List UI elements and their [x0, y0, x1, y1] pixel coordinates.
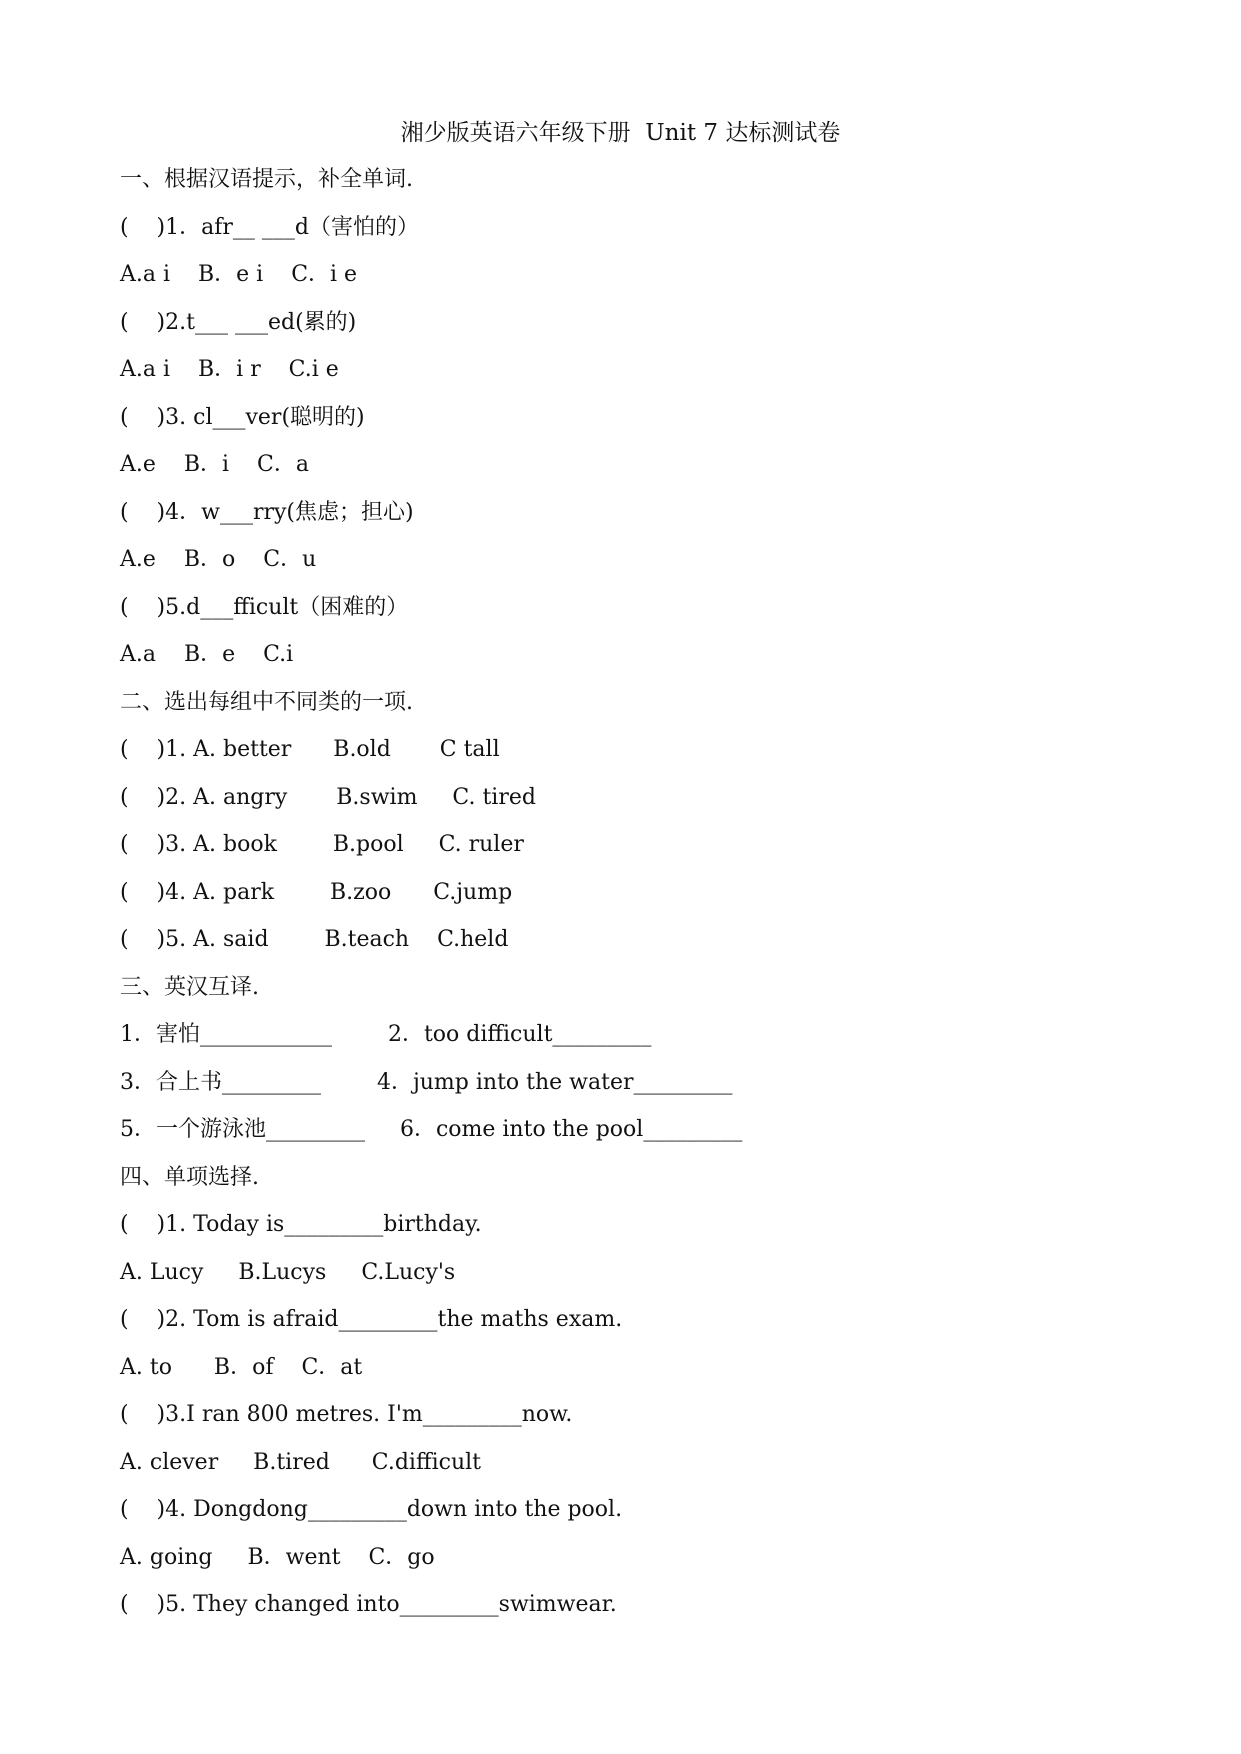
options-line: A.a B．e C.i	[120, 642, 294, 667]
question-line: ( )5. They changed into_________swimwear.	[120, 1592, 617, 1617]
options-line: A.a i B．e i C．i e	[120, 262, 358, 287]
question-line: ( )4．w___rry(焦虑；担心)	[120, 499, 414, 525]
document-body	[120, 165, 1160, 1638]
question-line: ( )5. A. said B.teach C.held	[120, 927, 509, 952]
section-heading: 二、选出每组中不同类的一项.	[120, 689, 413, 715]
question-line: ( )3. cl___ver(聪明的)	[120, 404, 365, 430]
options-line: A. clever B.tired C.difficult	[120, 1449, 481, 1475]
translation-line: 1．害怕____________ 2．too difficult_________	[120, 1022, 652, 1047]
options-line: A.e B．o C．u	[120, 547, 317, 572]
question-line: ( )5.d___fficult（困难的）	[120, 594, 409, 620]
question-line: ( )1. Today is_________birthday.	[120, 1212, 482, 1237]
question-line: ( )2.t___ ___ed(累的)	[120, 309, 357, 335]
question-line: ( )4. A. park B.zoo C.jump	[120, 879, 513, 905]
question-line: ( )2. Tom is afraid_________the maths exam.	[120, 1307, 623, 1332]
translation-line: 3．合上书_________ 4．jump into the water_________	[120, 1069, 733, 1095]
translation-line: 5．一个游泳池_________ 6．come into the pool_________	[120, 1117, 743, 1142]
question-line: ( )4. Dongdong_________down into the pool.	[120, 1497, 623, 1522]
document-title: 湘少版英语六年级下册 Unit 7 达标测试卷	[400, 120, 841, 146]
section-heading: 一、根据汉语提示，补全单词.	[120, 167, 413, 192]
question-line: ( )3.I ran 800 metres. I'm_________now.	[120, 1402, 573, 1427]
section-heading: 三、英汉互译.	[120, 974, 259, 1000]
options-line: A. to B．of C．at	[120, 1354, 363, 1380]
options-line: A.e B．i C．a	[120, 452, 309, 477]
options-line: A. going B．went C．go	[120, 1544, 435, 1570]
options-line: A.a i B．i r C.i e	[120, 357, 339, 382]
options-line: A. Lucy B.Lucys C.Lucy's	[120, 1259, 456, 1285]
question-line: ( )3. A. book B.pool C. ruler	[120, 832, 524, 857]
question-line: ( )1．afr__ ___d（害怕的）	[120, 214, 419, 240]
question-line: ( )2. A. angry B.swim C. tired	[120, 784, 536, 810]
section-heading: 四、单项选择.	[120, 1164, 259, 1190]
question-line: ( )1. A. better B.old C tall	[120, 737, 500, 762]
